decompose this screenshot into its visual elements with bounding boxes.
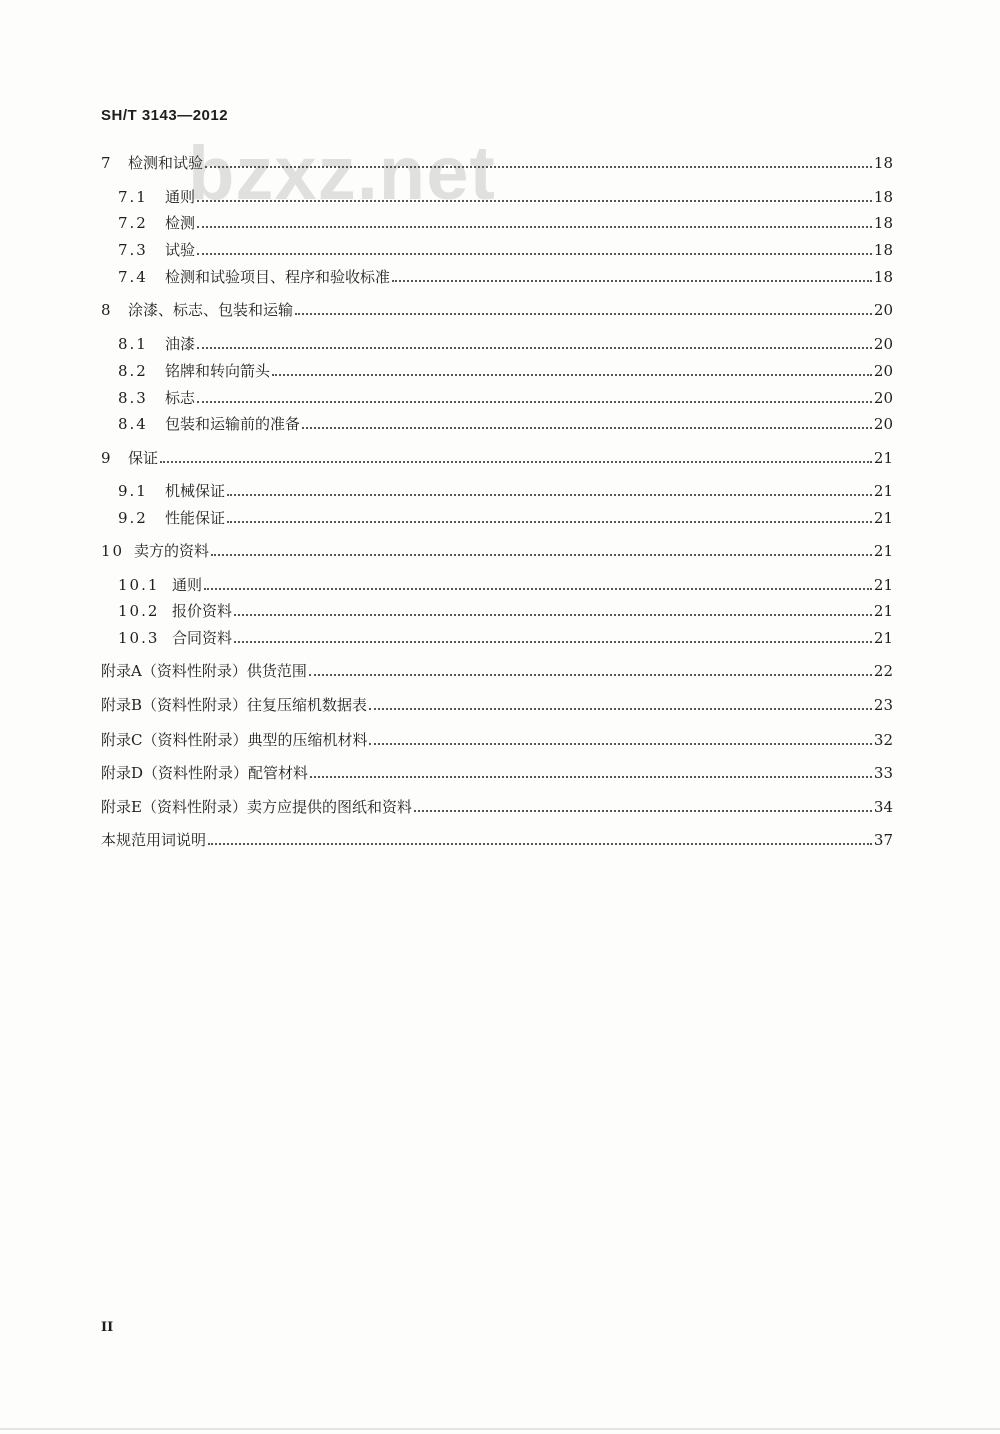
toc-dot-leader — [211, 554, 872, 556]
toc-entry — [101, 540, 893, 562]
toc-entry-title: 附录A（资料性附录）供货范围 — [101, 662, 307, 680]
toc-entry-page: 21 — [873, 629, 893, 647]
toc-dot-leader — [227, 494, 872, 496]
toc-dot-leader — [234, 614, 872, 616]
toc-entry-title: 卖方的资料 — [134, 542, 210, 560]
toc-entry-page: 21 — [873, 449, 893, 467]
toc-entry-page: 18 — [873, 154, 893, 172]
toc-entry-number: 8.2 — [118, 362, 148, 380]
toc-entry — [118, 600, 893, 622]
toc-dot-leader — [197, 226, 872, 228]
toc-entry-number: 7.4 — [118, 268, 148, 286]
toc-dot-leader — [208, 843, 872, 845]
page-folio: II — [101, 1320, 114, 1335]
toc-entry-title: 机械保证 — [165, 482, 226, 500]
toc-entry-number: 8.3 — [118, 389, 148, 407]
watermark: bzxz.net — [188, 131, 496, 216]
toc-entry — [101, 299, 893, 321]
toc-entry-page: 18 — [873, 241, 893, 259]
toc-dot-leader — [204, 588, 872, 590]
toc-entry — [101, 152, 893, 174]
toc-entry-title: 附录C（资料性附录）典型的压缩机材料 — [101, 731, 368, 749]
toc-entry — [101, 447, 893, 469]
toc-entry-page: 33 — [873, 764, 893, 782]
toc-entry-title: 报价资料 — [172, 602, 233, 620]
toc-entry-page: 18 — [873, 188, 893, 206]
toc-entry-number: 10.2 — [118, 602, 160, 620]
bottom-rule — [0, 1428, 1000, 1430]
toc-entry-page: 20 — [873, 389, 893, 407]
toc-dot-leader — [414, 810, 872, 812]
toc-entry-page: 18 — [873, 268, 893, 286]
toc-dot-leader — [369, 708, 872, 710]
toc-entry — [118, 212, 893, 234]
toc-dot-leader — [234, 641, 872, 643]
toc-entry-number: 8.1 — [118, 335, 148, 353]
toc-entry-number: 7.3 — [118, 241, 148, 259]
toc-entry-title: 通则 — [172, 576, 203, 594]
toc-dot-leader — [309, 674, 872, 676]
toc-entry-page: 21 — [873, 576, 893, 594]
toc-entry-title: 试验 — [165, 241, 196, 259]
toc-dot-leader — [227, 521, 872, 523]
toc-dot-leader — [160, 461, 872, 463]
toc-dot-leader — [197, 253, 872, 255]
toc-entry — [118, 266, 893, 288]
toc-entry-number: 9.1 — [118, 482, 148, 500]
toc-entry-page: 20 — [873, 301, 893, 319]
toc-entry-number: 8.4 — [118, 415, 148, 433]
toc-entry-title: 合同资料 — [172, 629, 233, 647]
toc-entry-page: 20 — [873, 362, 893, 380]
toc-entry-page: 34 — [873, 798, 893, 816]
toc-entry-page: 21 — [873, 482, 893, 500]
toc-entry — [118, 333, 893, 355]
toc-entry-page: 23 — [873, 696, 893, 714]
toc-entry-title: 附录E（资料性附录）卖方应提供的图纸和资料 — [101, 798, 412, 816]
toc-entry-page: 21 — [873, 602, 893, 620]
toc-entry-page: 32 — [873, 731, 893, 749]
toc-dot-leader — [272, 374, 872, 376]
toc-entry-title: 铭牌和转向箭头 — [165, 362, 271, 380]
toc-entry-number: 7.2 — [118, 214, 148, 232]
toc-entry — [118, 507, 893, 529]
toc-entry-page: 18 — [873, 214, 893, 232]
toc-dot-leader — [310, 776, 872, 778]
toc-entry-number: 10 — [101, 542, 125, 560]
toc-dot-leader — [197, 200, 872, 202]
toc-entry-title: 本规范用词说明 — [101, 831, 207, 849]
toc-entry-title: 标志 — [165, 389, 196, 407]
toc-dot-leader — [295, 313, 872, 315]
toc-entry-number: 7.1 — [118, 188, 148, 206]
toc-entry-number: 10.1 — [118, 576, 160, 594]
toc-entry-page: 22 — [873, 662, 893, 680]
toc-entry-title: 附录D（资料性附录）配管材料 — [101, 764, 309, 782]
toc-entry-number: 9.2 — [118, 509, 148, 527]
toc-entry — [118, 574, 893, 596]
toc-entry — [118, 627, 893, 649]
toc-entry-number: 9 — [101, 449, 113, 467]
toc-dot-leader — [197, 347, 872, 349]
toc-entry-title: 包装和运输前的准备 — [165, 415, 301, 433]
toc-entry-title: 性能保证 — [165, 509, 226, 527]
toc-entry — [118, 413, 893, 435]
toc-entry-title: 保证 — [128, 449, 159, 467]
toc-entry-page: 21 — [873, 509, 893, 527]
toc-entry-number: 10.3 — [118, 629, 160, 647]
toc-entry-title: 涂漆、标志、包装和运输 — [128, 301, 294, 319]
toc-entry-title: 检测 — [165, 214, 196, 232]
toc-entry-page: 20 — [873, 415, 893, 433]
toc-dot-leader — [369, 743, 871, 745]
toc-entry — [101, 762, 893, 784]
toc-entry — [101, 729, 893, 751]
toc-entry-title: 油漆 — [165, 335, 196, 353]
toc-entry-title: 通则 — [165, 188, 196, 206]
toc-entry-title: 附录B（资料性附录）往复压缩机数据表 — [101, 696, 368, 714]
standard-code: SH/T 3143—2012 — [101, 107, 229, 124]
toc-entry-title: 检测和试验 — [128, 154, 204, 172]
toc-entry-page: 20 — [873, 335, 893, 353]
toc-entry-title: 检测和试验项目、程序和验收标准 — [165, 268, 391, 286]
toc-entry-page: 21 — [873, 542, 893, 560]
toc-dot-leader — [392, 280, 872, 282]
toc-entry — [118, 480, 893, 502]
toc-entry — [101, 829, 893, 851]
toc-entry — [101, 796, 893, 818]
toc-entry-page: 37 — [873, 831, 893, 849]
toc-entry-number: 8 — [101, 301, 113, 319]
toc-dot-leader — [205, 166, 872, 168]
toc-entry — [118, 360, 893, 382]
toc-entry-number: 7 — [101, 154, 113, 172]
toc-entry — [101, 660, 893, 682]
toc-entry — [118, 239, 893, 261]
toc-entry — [118, 186, 893, 208]
toc-dot-leader — [197, 401, 872, 403]
toc-entry — [118, 387, 893, 409]
toc-entry — [101, 694, 893, 716]
toc-dot-leader — [302, 427, 872, 429]
